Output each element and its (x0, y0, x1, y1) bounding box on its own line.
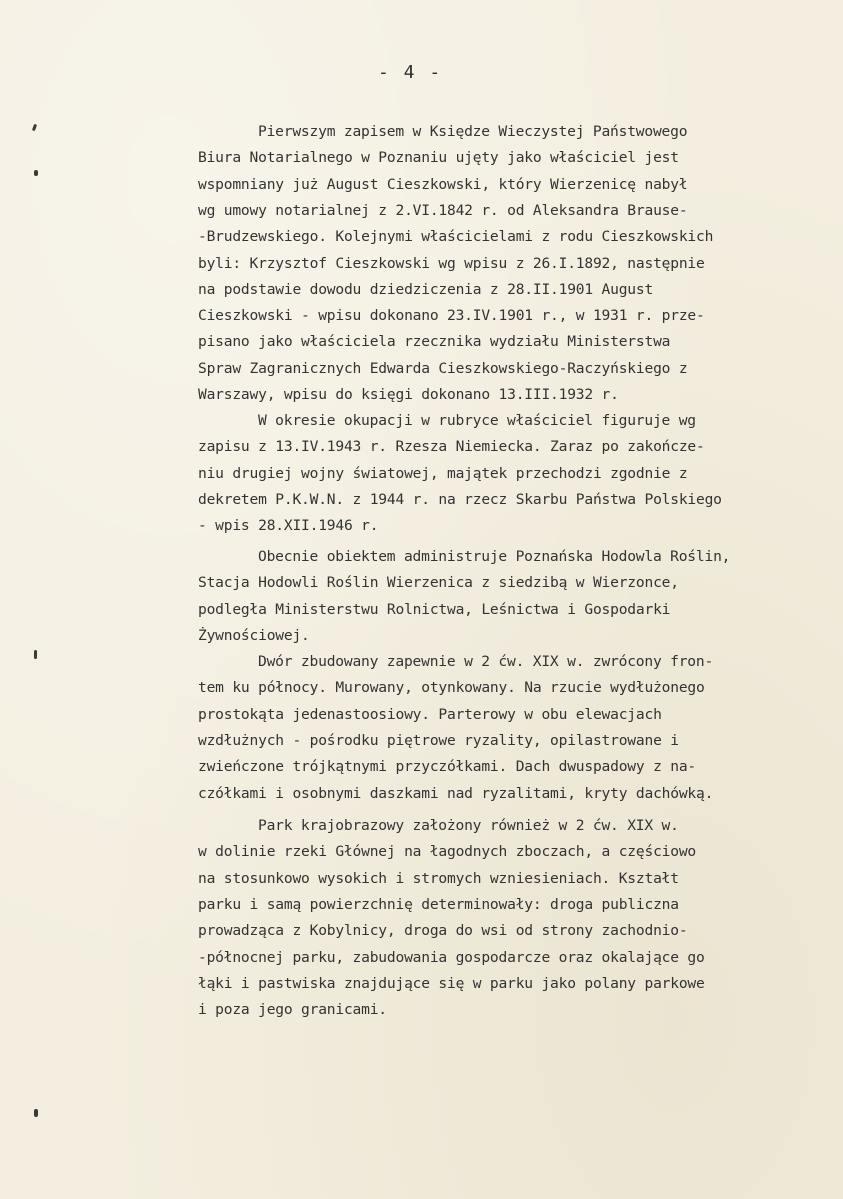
punch-mark-4 (34, 1109, 38, 1117)
paragraph-1-line: Warszawy, wpisu do księgi dokonano 13.III.1932 r. (198, 386, 619, 403)
paragraph-2-line: W okresie okupacji w rubryce właściciel figuruje wg (258, 412, 696, 429)
paragraph-1-line: Biura Notarialnego w Poznaniu ujęty jako właściciel jest (198, 149, 679, 167)
paragraph-4-line: Dwór zbudowany zapewnie w 2 ćw. XIX w. zwrócony fron- (258, 653, 714, 670)
paragraph-4-line: prostokąta jedenastoosiowy. Parterowy w obu elewacjach (198, 705, 662, 723)
paragraph-5-line: w dolinie rzeki Głównej na łagodnych zboczach, a częściowo (198, 843, 696, 861)
paragraph-1-line: byli: Krzysztof Cieszkowski wg wpisu z 26.I.1892, następnie (198, 254, 705, 272)
paragraph-3-line: Żywnościowej. (198, 626, 310, 644)
paragraph-5-line: prowadząca z Kobylnicy, droga do wsi od strony zachodnio- (198, 922, 688, 940)
paragraph-5-line: łąki i pastwiska znajdujące się w parku jako polany parkowe (198, 974, 705, 992)
paragraph-1-line: na podstawie dowodu dziedziczenia z 28.II.1901 August (198, 280, 654, 298)
paragraph-1-line: pisano jako właściciela rzecznika wydziału Ministerstwa (198, 333, 671, 351)
paragraph-4-line: tem ku północy. Murowany, otynkowany. Na rzucie wydłużonego (198, 679, 705, 697)
paragraph-5-line: na stosunkowo wysokich i stromych wzniesieniach. Kształt (198, 869, 679, 887)
paragraph-2-line: zapisu z 13.IV.1943 r. Rzesza Niemiecka. Zaraz po zakończe- (198, 438, 705, 456)
paragraph-5-line: parku i samą powierzchnię determinowały: droga publiczna (198, 895, 679, 913)
paragraph-4-line: czółkami i osobnymi daszkami nad ryzalitami, kryty dachówką. (198, 784, 714, 802)
paragraph-2-line: - wpis 28.XII.1946 r. (198, 517, 379, 535)
punch-mark-2 (34, 170, 38, 176)
punch-mark-1 (32, 124, 37, 132)
paragraph-3-line: podległa Ministerstwu Rolnictwa, Leśnictwa i Gospodarki (198, 600, 671, 618)
page-number: - 4 - (378, 62, 443, 83)
paragraph-1-line: wspomniany już August Cieszkowski, który Wierzenicę nabył (198, 175, 688, 193)
paragraph-2-line: dekretem P.K.W.N. z 1944 r. na rzecz Skarbu Państwa Polskiego (198, 490, 722, 508)
paragraph-1-line: Cieszkowski - wpisu dokonano 23.IV.1901 r., w 1931 r. prze- (198, 307, 705, 325)
paragraph-3-line: Obecnie obiektem administruje Poznańska Hodowla Roślin, (258, 548, 731, 565)
paragraph-1-line: Spraw Zagranicznych Edwarda Cieszkowskiego-Raczyńskiego z (198, 359, 688, 377)
paragraph-5-line: i poza jego granicami. (198, 1001, 387, 1019)
paragraph-4-line: wzdłużnych - pośrodku piętrowe ryzality, opilastrowane i (198, 731, 679, 749)
paragraph-1-line: Pierwszym zapisem w Księdze Wieczystej Państwowego (258, 123, 688, 140)
paragraph-5-line: -północnej parku, zabudowania gospodarcze oraz okalające go (198, 948, 705, 966)
paragraph-1-line: -Brudzewskiego. Kolejnymi właścicielami z rodu Cieszkowskich (198, 228, 714, 246)
paragraph-1-line: wg umowy notarialnej z 2.VI.1842 r. od Aleksandra Brause- (198, 201, 688, 219)
paragraph-5-line: Park krajobrazowy założony również w 2 ćw. XIX w. (258, 817, 679, 834)
paragraph-2-line: niu drugiej wojny światowej, majątek przechodzi zgodnie z (198, 464, 688, 482)
paragraph-3-line: Stacja Hodowli Roślin Wierzenica z siedzibą w Wierzonce, (198, 574, 679, 592)
paragraph-4-line: zwieńczone trójkątnymi przyczółkami. Dach dwuspadowy z na- (198, 758, 696, 776)
punch-mark-3 (34, 650, 37, 659)
